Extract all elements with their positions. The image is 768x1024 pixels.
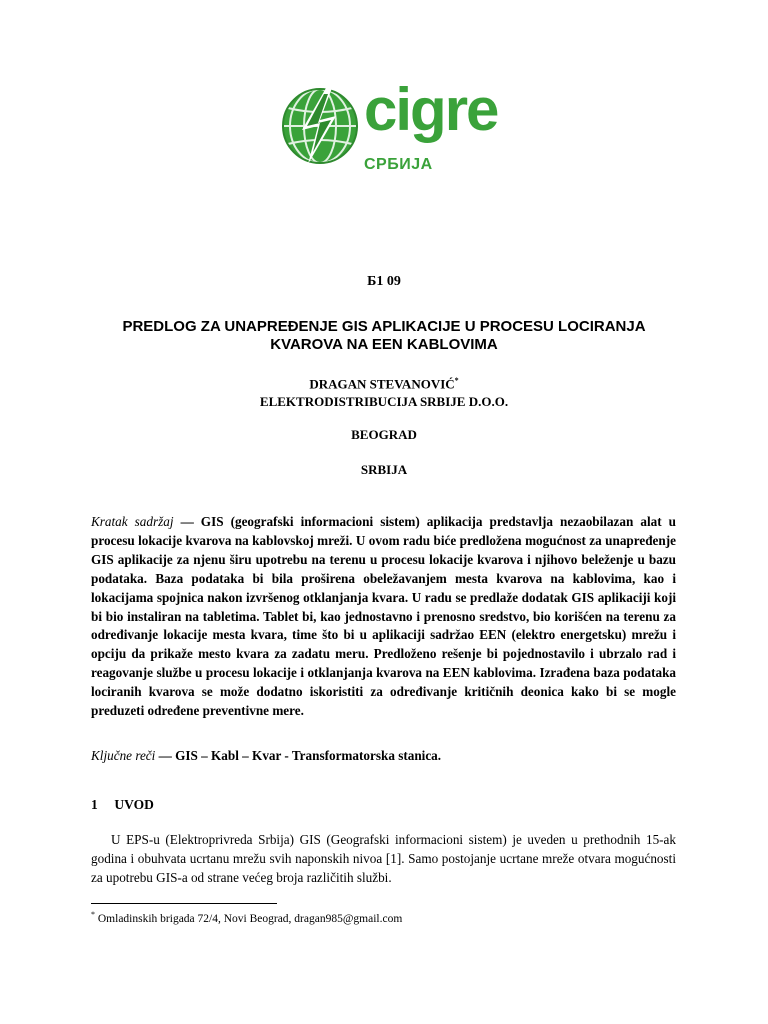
globe-lightning-icon [280,86,360,166]
author-name: DRAGAN STEVANOVIĆ [309,376,455,392]
title-line-1: PREDLOG ZA UNAPREĐENJE GIS APLIKACIJE U PROCESU LOCIRANJA [122,318,646,335]
abstract-lead: Kratak sadržaj [91,514,174,529]
section-number: 1 [91,797,98,812]
keywords-text: — GIS – Kabl – Kvar - Transformatorska stanica. [155,748,442,763]
logo-subtitle: СРБИЈА [364,156,433,173]
keywords-lead: Ključne reči [91,748,156,763]
abstract [91,513,676,721]
footnote-text: Omladinskih brigada 72/4, Novi Beograd, dragan985@gmail.com [95,912,403,925]
author-line [0,372,768,393]
title-line-2: KVAROVA NA EEN KABLOVIMA [270,336,498,353]
author-footnote-mark: * [454,376,459,385]
footnote-divider [91,903,277,904]
country: SRBIJA [360,462,408,477]
body-paragraph: U EPS-u (Elektroprivreda Srbija) GIS (Geografski informacioni sistem) je uveden u prethodnih 15-ak godina i obuhvata ucrtanu mrežu svih naponskih nivoa [1]. Samo postojanje ucrtane mreže otvara mogućnosti za upotrebu GIS-a od strane većeg broja različitih službi. [91,832,676,885]
author-block [0,372,768,411]
paper-title [0,318,768,354]
footnote [91,910,402,925]
paper-code: Б1 09 [367,274,401,289]
abstract-text: — GIS (geografski informacioni sistem) aplikacija predstavlja nezaobilazan alat u procesu lokacije kvarova na kablovskoj mreži. U ovom radu biće predložena mogućnost za unapređenje GIS aplikacije za njenu širu upotrebu na terenu u procesu lokacije kvarova i njihovo beleženje u bazu podataka. Baza podataka bi bila proširena obeležavanjem mesta kvarova na kablovima, kao i lokacijama spojnica nakon izvršenog otklanjanja kvara. U radu se predlaže dodatak GIS aplikaciji koji bi bio instaliran na tabletima. Tablet bi, kao jednostavno i prenosno sredstvo, bio korišćen na terenu za određivanje lokacije mesta kvara, time što bi u aplikaciji sadržao EEN (elektro energetsku) mrežu i opciju da prikaže mesto kvara za zadatu meru. Predloženo rešenje bi pojednostavilo i ubrzalo rad i reagovanje službe u procesu lokacije i otklanjanja kvarova na EEN kablovima. Izrađena baza podataka lociranih kvarova se može dodatno iskoristiti za određivanje kritičnih deonica kako bi se mogle preduzeti određene preventivne mere. [91,514,676,719]
keywords [91,747,676,765]
city: BEOGRAD [351,427,417,442]
section-title: UVOD [114,797,154,812]
logo-wordmark: cigre [364,76,498,143]
cigre-logo [280,76,498,178]
affiliation: ELEKTRODISTRIBUCIJA SRBIJE D.O.O. [259,394,509,410]
footnote-mark: * [91,910,95,919]
section-heading [91,797,154,813]
